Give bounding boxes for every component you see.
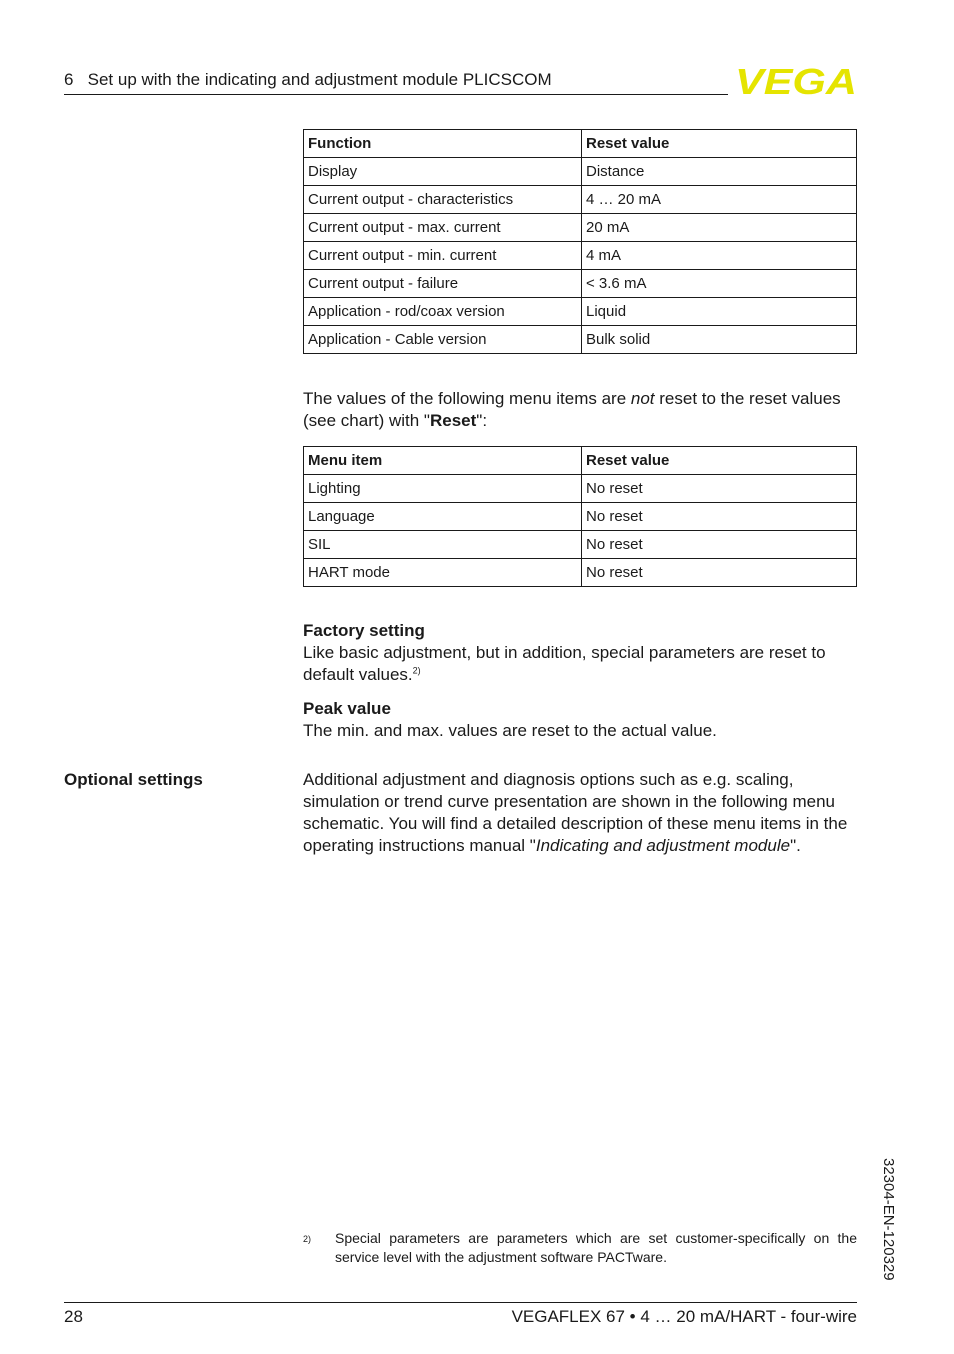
optional-settings-body: ". <box>790 836 801 855</box>
table-cell: Bulk solid <box>582 326 857 354</box>
logo-text: VEGA <box>735 66 857 96</box>
table-cell: No reset <box>582 531 857 559</box>
table-cell: Display <box>304 158 582 186</box>
factory-setting-text <box>303 642 859 686</box>
table-cell: Lighting <box>304 475 582 503</box>
table-header-row <box>304 130 857 158</box>
footnote-mark: 2) <box>303 1234 312 1244</box>
table-cell: No reset <box>582 559 857 587</box>
vega-logo <box>734 66 858 96</box>
table-cell: Current output - min. current <box>304 242 582 270</box>
table-row <box>304 326 857 354</box>
intro-text: ": <box>476 411 488 430</box>
table-row <box>304 298 857 326</box>
table-row <box>304 475 857 503</box>
factory-setting-heading: Factory setting <box>303 621 425 640</box>
table-cell: Distance <box>582 158 857 186</box>
table-header-row <box>304 447 857 475</box>
not-reset-intro <box>303 388 857 432</box>
factory-setting-body: Like basic adjustment, but in addition, special parameters are reset to default values. <box>303 643 826 684</box>
table-row <box>304 503 857 531</box>
table-row <box>304 270 857 298</box>
table-cell: Current output - max. current <box>304 214 582 242</box>
reset-values-table <box>303 129 857 354</box>
running-header <box>64 70 552 90</box>
table-cell: Application - rod/coax version <box>304 298 582 326</box>
table-cell: Liquid <box>582 298 857 326</box>
table-cell: No reset <box>582 475 857 503</box>
table-cell: Application - Cable version <box>304 326 582 354</box>
column-header: Function <box>304 130 582 158</box>
table-cell: No reset <box>582 503 857 531</box>
intro-emphasis: not <box>630 389 655 408</box>
table-row <box>304 186 857 214</box>
page-number: 28 <box>64 1307 83 1326</box>
table-cell: < 3.6 mA <box>582 270 857 298</box>
optional-settings-body: Additional adjustment and diagnosis options such as e.g. scaling, simulation or trend curve presentation are shown in the following menu schematic. You will find a detailed description of these menu items in the operating instructions manual " <box>303 770 848 855</box>
table-row <box>304 531 857 559</box>
table-row <box>304 242 857 270</box>
table-cell: Current output - failure <box>304 270 582 298</box>
footer-divider <box>64 1302 857 1303</box>
table-row <box>304 559 857 587</box>
table-cell: SIL <box>304 531 582 559</box>
column-header: Menu item <box>304 447 582 475</box>
manual-title: Indicating and adjustment module <box>535 836 791 855</box>
column-header: Reset value <box>582 447 857 475</box>
peak-value-text: The min. and max. values are reset to the actual value. <box>303 721 717 740</box>
table-cell: Language <box>304 503 582 531</box>
not-reset-table <box>303 446 857 587</box>
table-cell: Current output - characteristics <box>304 186 582 214</box>
intro-reset-keyword: Reset <box>429 411 477 430</box>
peak-value-heading: Peak value <box>303 699 391 718</box>
table-row <box>304 158 857 186</box>
optional-settings-text <box>303 769 859 857</box>
intro-text: The values of the following menu items are <box>303 389 631 408</box>
section-title: Set up with the indicating and adjustment module PLICSCOM <box>87 70 552 89</box>
table-cell: 4 … 20 mA <box>582 186 857 214</box>
product-name: VEGAFLEX 67 • 4 … 20 mA/HART - four-wire <box>511 1307 857 1326</box>
table-cell: 20 mA <box>582 214 857 242</box>
optional-settings-side-heading: Optional settings <box>64 770 203 789</box>
header-divider <box>64 94 728 95</box>
footnote-text: Special parameters are parameters which are set customer-specifically on the service level with the adjustment software PACTware. <box>335 1230 857 1265</box>
document-code: 32304-EN-120329 <box>880 1158 897 1281</box>
section-number: 6 <box>64 70 74 89</box>
table-cell: 4 mA <box>582 242 857 270</box>
footnote-reference: 2) <box>412 665 421 676</box>
column-header: Reset value <box>582 130 857 158</box>
intro-text: reset to the reset values (see chart) with " <box>303 389 841 430</box>
table-cell: HART mode <box>304 559 582 587</box>
table-row <box>304 214 857 242</box>
